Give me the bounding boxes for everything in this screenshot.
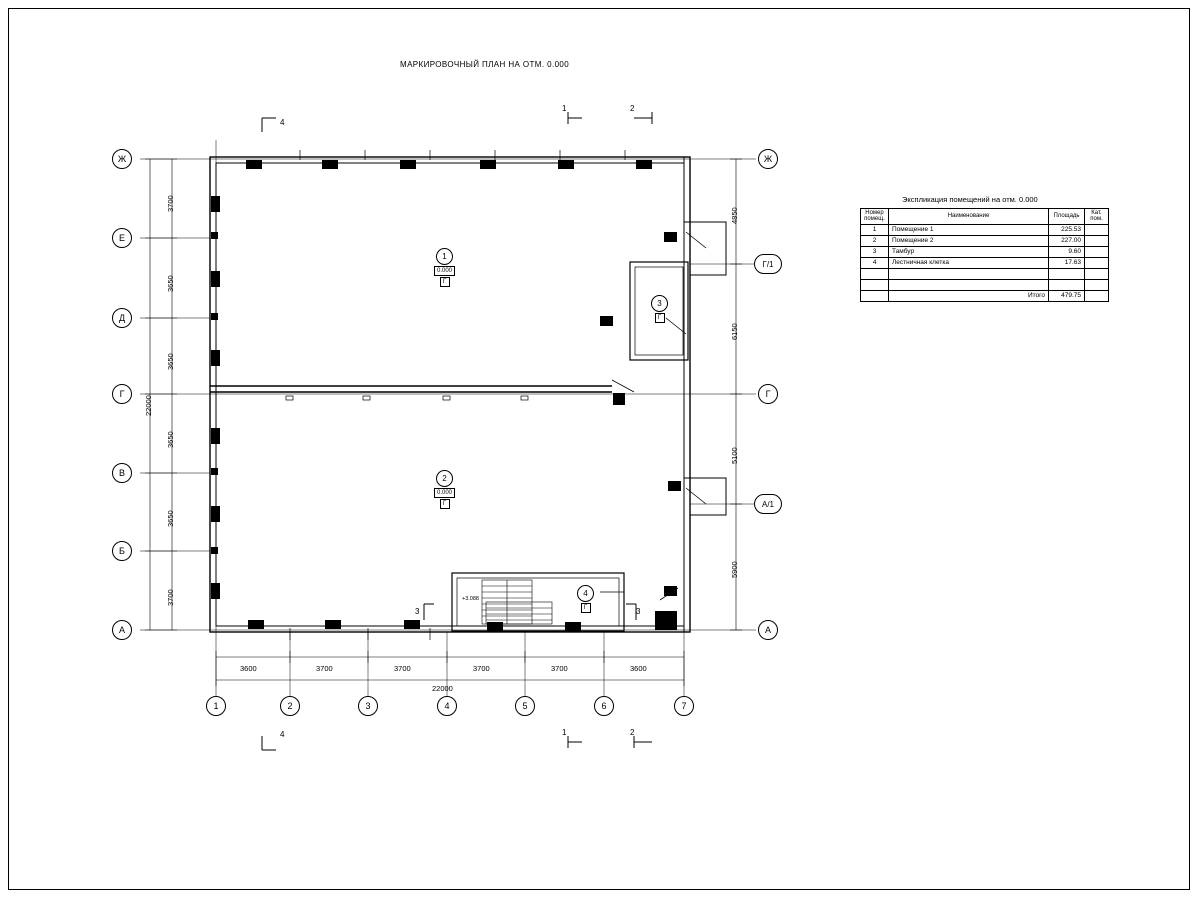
explication-table (860, 208, 1109, 302)
header-area: Площадь (1049, 209, 1085, 225)
table-row (861, 268, 1109, 279)
cell-number: 4 (861, 257, 889, 268)
dim-right-3: 5100 (730, 447, 739, 464)
axis-bubble-bottom-1: 1 (206, 696, 226, 716)
cell-number: 1 (861, 224, 889, 235)
total-label: Итого (889, 290, 1049, 301)
cell-category (1085, 224, 1109, 235)
room-tag-1 (434, 248, 455, 287)
dim-bottom-4: 3700 (473, 664, 490, 673)
dim-bottom-overall: 22000 (432, 684, 453, 693)
cell-number (861, 279, 889, 290)
dim-bottom-2: 3700 (316, 664, 333, 673)
axis-bubble-bottom-7: 7 (674, 696, 694, 716)
cell-category (1085, 257, 1109, 268)
room-level: 0.000 (434, 266, 455, 276)
room-number: 1 (436, 248, 453, 265)
cell-name (889, 279, 1049, 290)
dim-right-4: 5900 (730, 561, 739, 578)
dim-left-2: 3650 (166, 275, 175, 292)
dim-left-3: 3650 (166, 353, 175, 370)
table-row (861, 246, 1109, 257)
dim-left-5: 3650 (166, 510, 175, 527)
axis-bubble-right-zh: Ж (758, 149, 778, 169)
room-category: Г (581, 603, 591, 613)
axis-bubble-right-g1: Г/1 (754, 254, 782, 274)
dim-left-4: 3650 (166, 431, 175, 448)
section-mark-1-top: 1 (562, 104, 567, 113)
table-row (861, 235, 1109, 246)
cell-number: 2 (861, 235, 889, 246)
table-row (861, 257, 1109, 268)
axis-bubble-right-a: А (758, 620, 778, 640)
section-mark-4-bottom: 4 (280, 730, 285, 739)
dim-left-1: 3700 (166, 195, 175, 212)
total-blank (861, 290, 889, 301)
table-header-row (861, 209, 1109, 225)
axis-bubble-bottom-2: 2 (280, 696, 300, 716)
cell-category (1085, 235, 1109, 246)
room-level: 0.000 (434, 488, 455, 498)
cell-area (1049, 279, 1085, 290)
structural-columns (211, 160, 681, 631)
room-number: 4 (577, 585, 594, 602)
plan-title: МАРКИРОВОЧНЫЙ ПЛАН НА ОТМ. 0.000 (400, 60, 570, 69)
axis-bubble-left-1: Ж (112, 149, 132, 169)
room-tag-4 (577, 585, 594, 613)
axis-bubble-bottom-4: 4 (437, 696, 457, 716)
dim-left-6: 3700 (166, 589, 175, 606)
section-mark-2-top: 2 (630, 104, 635, 113)
section-mark-4-top: 4 (280, 118, 285, 127)
section-mark-3-left: 3 (415, 607, 420, 616)
cell-category (1085, 279, 1109, 290)
section-mark-1-bottom: 1 (562, 728, 567, 737)
table-total-row (861, 290, 1109, 301)
cell-area (1049, 268, 1085, 279)
cell-category (1085, 268, 1109, 279)
section-mark-3-right: 3 (636, 607, 641, 616)
dim-bottom-3: 3700 (394, 664, 411, 673)
dim-left-overall: 22000 (144, 395, 153, 416)
room-tag-3 (651, 295, 668, 323)
stair-level-label: +3.088 (462, 596, 479, 602)
axis-bubble-left-6: Б (112, 541, 132, 561)
cell-name: Лестничная клетка (889, 257, 1049, 268)
axis-bubble-bottom-6: 6 (594, 696, 614, 716)
cell-name: Тамбур (889, 246, 1049, 257)
axis-bubble-left-3: Д (112, 308, 132, 328)
room-tag-2 (434, 470, 455, 509)
header-number: Номер помещ. (861, 209, 889, 225)
room-number: 2 (436, 470, 453, 487)
total-category (1085, 290, 1109, 301)
dim-bottom-1: 3600 (240, 664, 257, 673)
room-category: Г (655, 313, 665, 323)
axis-bubble-left-4: Г (112, 384, 132, 404)
dim-right-1: 4850 (730, 207, 739, 224)
room-category: Г (440, 499, 450, 509)
axis-bubble-right-g: Г (758, 384, 778, 404)
cell-area: 17.63 (1049, 257, 1085, 268)
axis-bubble-left-2: Е (112, 228, 132, 248)
cell-area: 225.53 (1049, 224, 1085, 235)
axis-bubble-right-a1: А/1 (754, 494, 782, 514)
cell-area: 227.00 (1049, 235, 1085, 246)
axis-bubble-bottom-3: 3 (358, 696, 378, 716)
dim-right-2: 6150 (730, 323, 739, 340)
cell-area: 9.60 (1049, 246, 1085, 257)
cell-name: Помещение 2 (889, 235, 1049, 246)
cell-name (889, 268, 1049, 279)
room-category: Г (440, 277, 450, 287)
cell-name: Помещение 1 (889, 224, 1049, 235)
axis-bubble-bottom-5: 5 (515, 696, 535, 716)
axis-bubble-left-7: А (112, 620, 132, 640)
total-value: 479.75 (1049, 290, 1085, 301)
axis-bubble-left-5: В (112, 463, 132, 483)
cell-category (1085, 246, 1109, 257)
explication-title: Экспликация помещений на отм. 0.000 (902, 195, 1038, 204)
explication-block (860, 195, 1109, 302)
dim-bottom-6: 3600 (630, 664, 647, 673)
room-number: 3 (651, 295, 668, 312)
cell-number: 3 (861, 246, 889, 257)
header-category: Кат. пом. (1085, 209, 1109, 225)
section-mark-2-bottom: 2 (630, 728, 635, 737)
header-name: Наименование (889, 209, 1049, 225)
dim-bottom-5: 3700 (551, 664, 568, 673)
table-row (861, 279, 1109, 290)
cell-number (861, 268, 889, 279)
table-row (861, 224, 1109, 235)
